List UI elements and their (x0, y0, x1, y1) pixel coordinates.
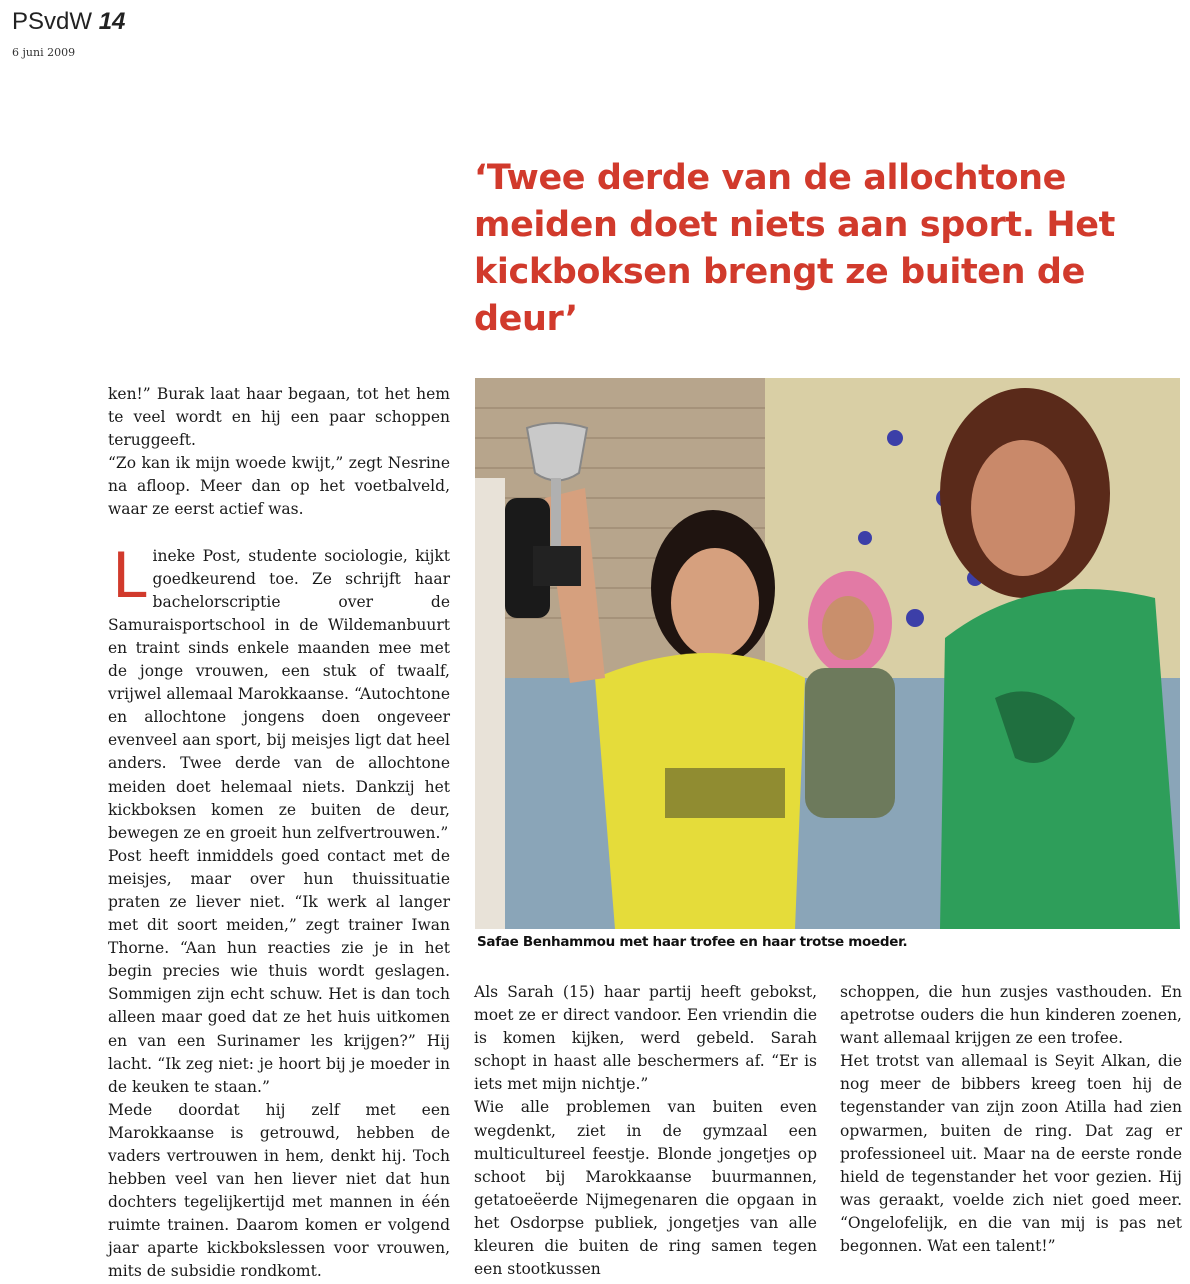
page-number: 14 (98, 8, 126, 35)
article-column-2 (474, 981, 817, 1281)
paragraph: Mede doordat hij zelf met een Marokkaanse is getrouwd, hebben de vaders vertrouwen in hem, denkt hij. Toch hebben veel van hen liever niet dat hun dochters tegelijkertijd met mannen in één ruimte trainen. Daarom komen er volgend jaar aparte kickbokslessen voor vrouwen, mits de subsidie rondkomt. (108, 1100, 450, 1281)
publication-date: 6 juni 2009 (12, 46, 76, 59)
drop-cap: L (112, 538, 147, 612)
paragraph: schoppen, die hun zusjes vasthouden. En apetrotse ouders die hun kinderen zoenen, want allemaal krijgen ze een trofee. (840, 983, 1182, 1048)
paragraph-with-dropcap (108, 538, 450, 845)
paragraph: “Zo kan ik mijn woede kwijt,” zegt Nesrine na afloop. Meer dan op het voetbalveld, waar ze eerst actief was. (108, 454, 450, 519)
paragraph: Wie alle problemen van buiten even wegdenkt, ziet in de gymzaal een multicultureel feestje. Blonde jongetjes op schoot bij Marokkaanse buurmannen, getatoeëerde Nijmegenaren die opgaan in het Osdorpse publiek, jongetjes van alle kleuren die buiten de ring samen tegen een stootkussen (474, 1098, 817, 1279)
pull-quote-headline: ‘Twee derde van de allochtone meiden doet niets aan sport. Het kickboksen brengt ze buiten de deur’ (474, 158, 1115, 339)
page-header (12, 8, 125, 36)
kickboxing-trophy-photo (475, 378, 1180, 929)
article-column-1 (108, 383, 450, 1284)
paragraph: Als Sarah (15) haar partij heeft gebokst, moet ze er direct vandoor. Een vriendin die is komen kijken, werd gebeld. Sarah schopt in haast alle beschermers af. “Er is iets met mijn nichtje.” (474, 983, 817, 1094)
photo-caption: Safae Benhammou met haar trofee en haar trotse moeder. (477, 934, 908, 950)
article-column-3 (840, 981, 1182, 1258)
paragraph: ken!” Burak laat haar begaan, tot het hem te veel wordt en hij een paar schoppen teruggeeft. (108, 385, 450, 450)
section-name: PSvdW (12, 8, 93, 35)
photo-illustration (475, 378, 1180, 929)
paragraph-text: ineke Post, studente sociologie, kijkt goedkeurend toe. Ze schrijft haar bachelorscriptie over de Samuraisportschool in de Wildemanbuurt en traint sinds enkele maanden mee met de jonge vrouwen, een stuk of twaalf, vrijwel allemaal Marokkaanse. “Autochtone en allochtone jongens doen ongeveer evenveel aan sport, bij meisjes ligt dat heel anders. Twee derde van de allochtone meiden doet helemaal niets. Dankzij het kickboksen komen ze buiten de deur, bewegen ze en groeit hun zelfvertrouwen.” (108, 546, 450, 842)
paragraph: Post heeft inmiddels goed contact met de meisjes, maar over hun thuissituatie praten ze liever niet. “Ik werk al langer met dit soort meiden,” zegt trainer Iwan Thorne. “Aan hun reacties zie je in het begin precies wie thuis wordt geslagen. Sommigen zijn echt schuw. Het is dan toch alleen maar goed dat ze het huis uitkomen en van een Surinamer les krijgen?” Hij lacht. “Ik zeg niet: je hoort bij je moeder in de keuken te staan.” (108, 846, 450, 1096)
paragraph: Het trotst van allemaal is Seyit Alkan, die nog meer de bibbers kreeg toen hij de tegenstander van zijn zoon Atilla had zien opwarmen, buiten de ring. Dat zag er professioneel uit. Maar na de eerste ronde hield de tegenstander het voor gezien. Hij was geraakt, voelde zich niet goed meer. “Ongelofelijk, en die van mij is pas net begonnen. Wat een talent!” (840, 1052, 1182, 1256)
